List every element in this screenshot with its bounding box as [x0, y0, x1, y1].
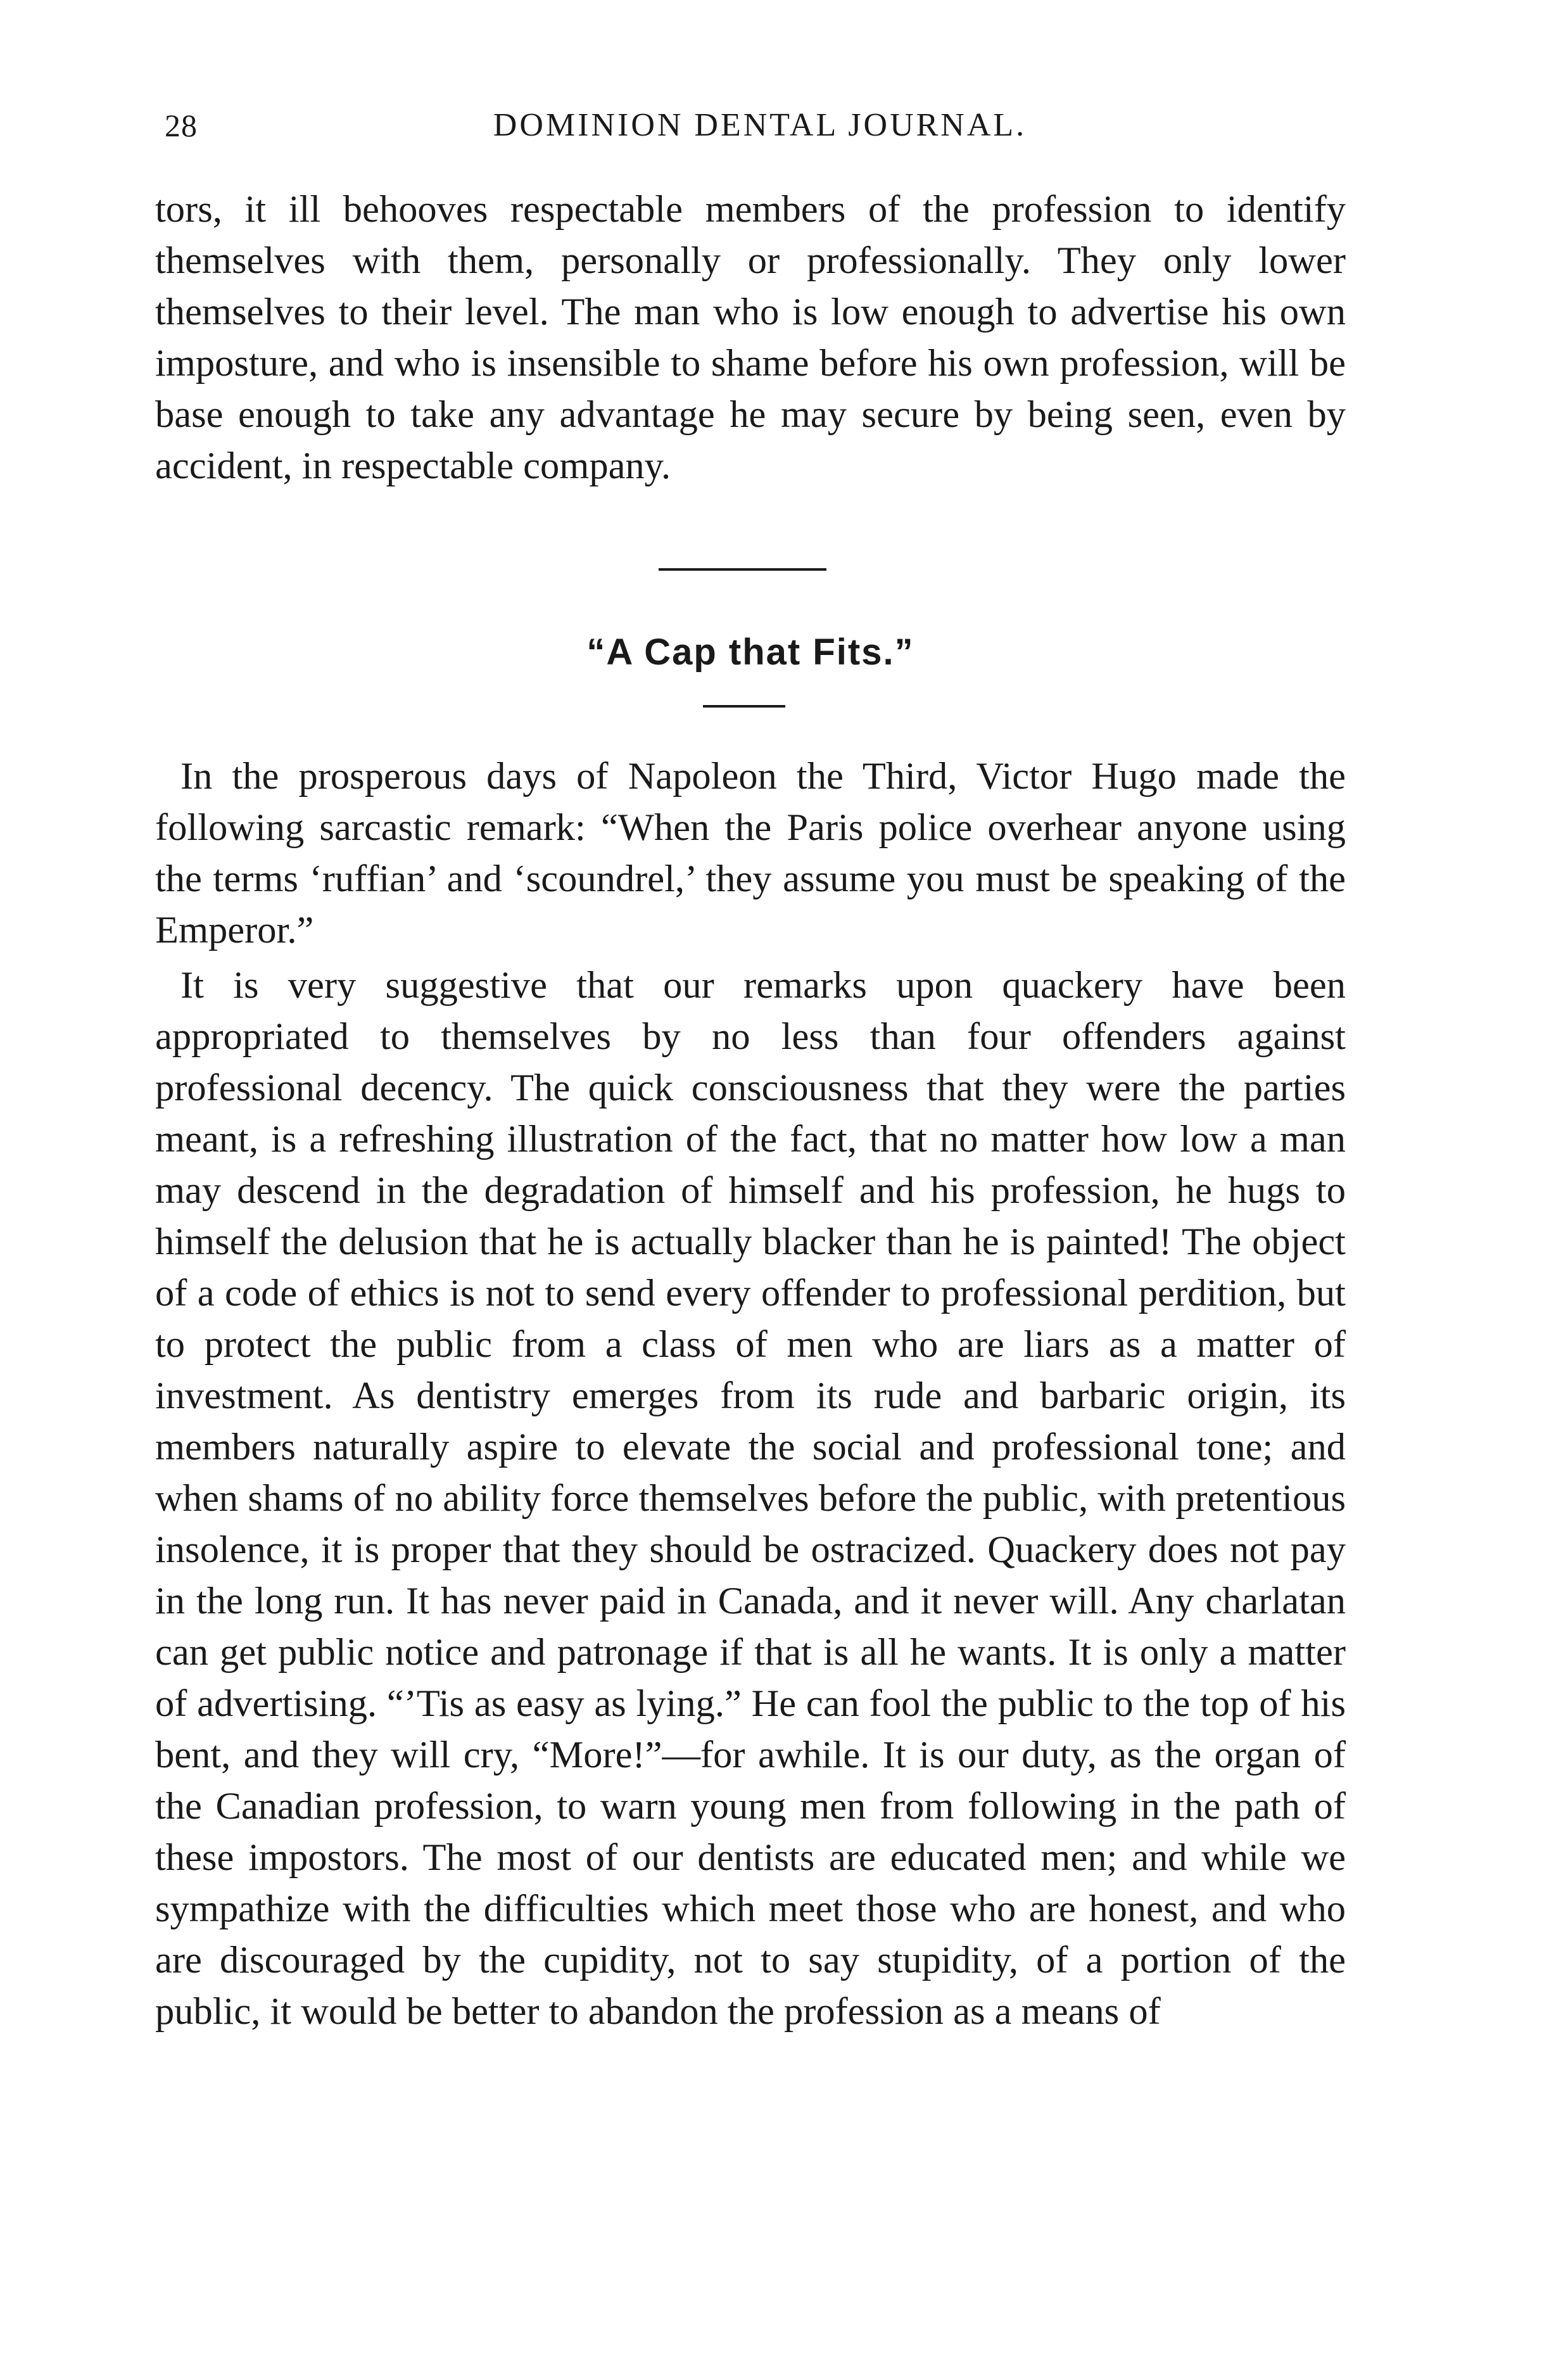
section-divider	[659, 568, 826, 571]
journal-title: DOMINION DENTAL JOURNAL.	[493, 107, 1027, 143]
article-body	[155, 751, 1346, 2037]
article-title: “A Cap that Fits.”	[586, 632, 914, 673]
article-paragraph: In the prosperous days of Napoleon the Third, Victor Hugo made the following sarcastic remark: “When the Paris police overhear anyone using the terms ‘ruffian’ and ‘scoundrel,’ they assume you must be speaking of the Emperor.”	[155, 755, 1346, 951]
article-paragraph: It is very suggestive that our remarks upon quackery have been appropriated to themselves by no less than four offenders against professional decency. The quick consciousness that they were the parties meant, is a refreshing illustration of the fact, that no matter how low a man may descend in the degradation of himself and his profession, he hugs to himself the delusion that he is actually blacker than he is painted! The object of a code of ethics is not to send every offender to professional perdition, but to protect the public from a class of men who are liars as a matter of investment. As dentistry emerges from its rude and barbaric origin, its members naturally aspire to elevate the social and professional tone; and when shams of no ability force themselves before the public, with pretentious insolence, it is proper that they should be ostracized. Quackery does not pay in the long run. It has never paid in Canada, and it never will. Any charlatan can get public notice and patronage if that is all he wants. It is only a matter of advertising. “’Tis as easy as lying.” He can fool the public to the top of his bent, and they will cry, “More!”—for awhile. It is our duty, as the organ of the Canadian profession, to warn young men from following in the path of these impostors. The most of our dentists are educated men; and while we sympathize with the difficulties which meet those who are honest, and who are discouraged by the cupidity, not to say stupidity, of a portion of the public, it would be better to abandon the profession as a means of	[155, 964, 1346, 2033]
continued-text-block	[155, 184, 1346, 492]
running-head	[165, 100, 1355, 151]
page-number: 28	[165, 108, 198, 143]
continued-paragraph: tors, it ill behooves respectable members of the profession to identify themselves with them, personally or professionally. They only lower themselves to their level. The man who is low enough to advertise his own imposture, and who is insensible to shame before his own profession, will be base enough to take any advantage he may secure by being seen, even by accident, in respectable company.	[155, 188, 1346, 487]
title-underline-rule	[703, 705, 785, 708]
